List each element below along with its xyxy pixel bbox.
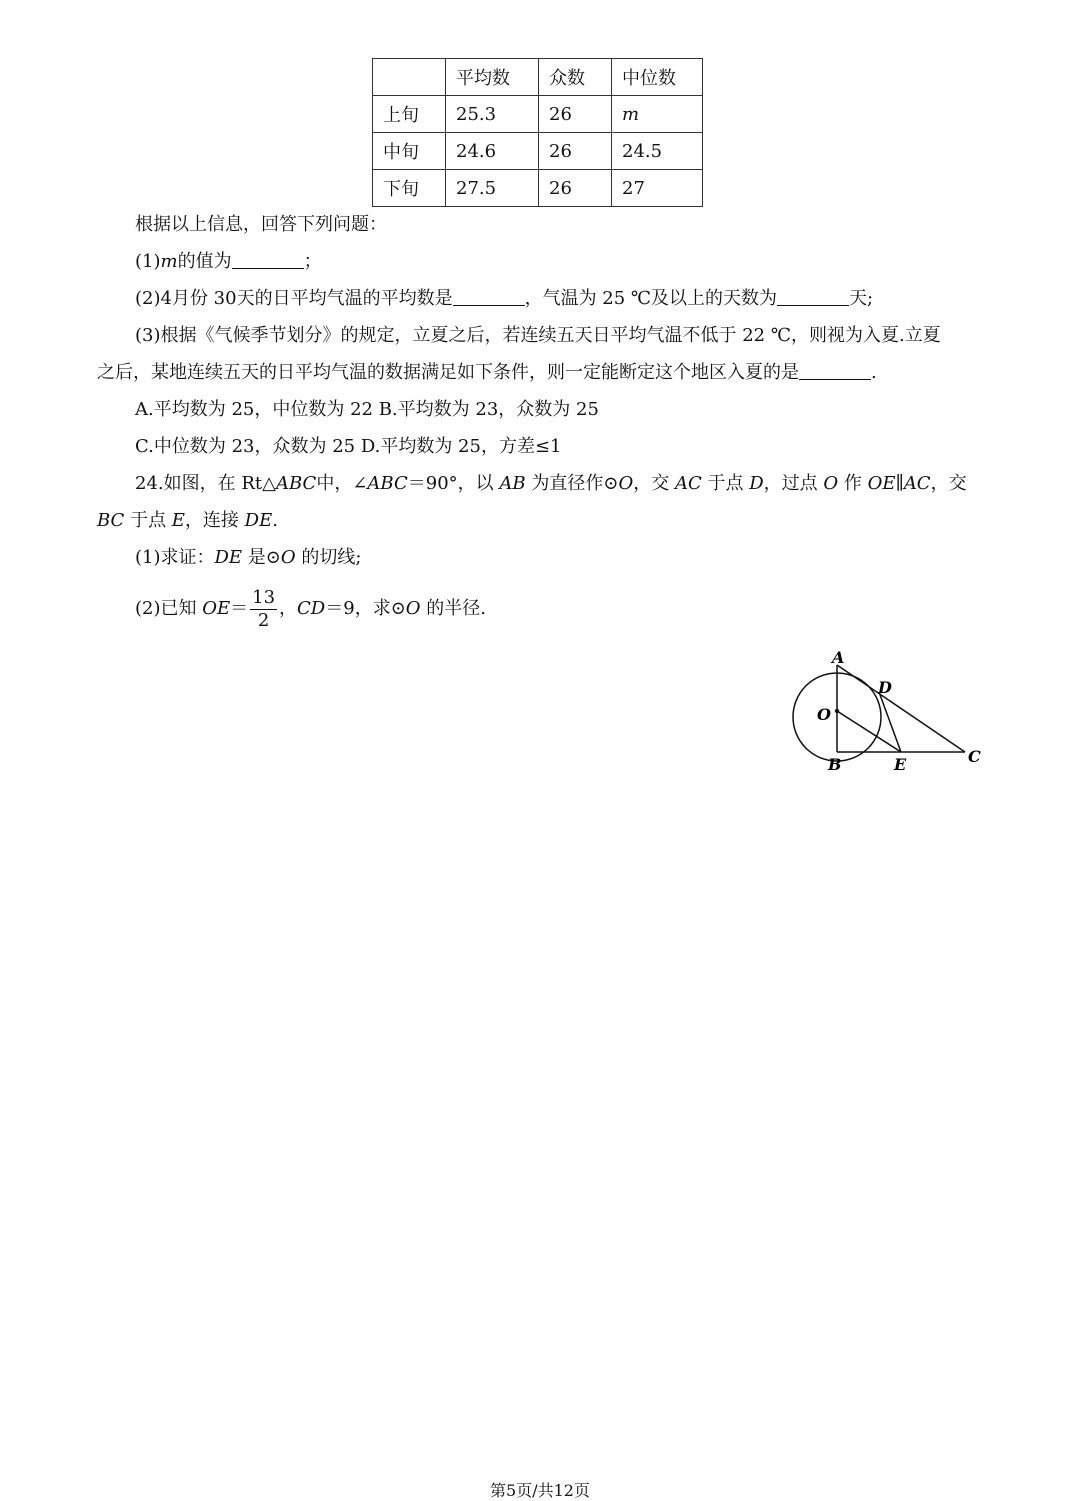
q-var: OE (202, 598, 231, 619)
q-text: ； (303, 251, 322, 272)
q-var: O (405, 598, 421, 619)
q-text: ∥ (895, 473, 904, 494)
q-text: (1) (135, 251, 161, 272)
q-text: ＝90°，以 (407, 473, 500, 494)
q-var: AC (903, 473, 931, 494)
q-text: ，交 (633, 473, 675, 494)
page-footer: 第5页/共12页 (490, 1481, 590, 1500)
table-cell: 27.5 (446, 170, 539, 207)
q-var: OE (867, 473, 896, 494)
table-cell: 24.5 (612, 133, 703, 170)
q-text: . (871, 362, 877, 383)
q-text: (2)已知 (135, 598, 203, 619)
q-text: ，交 (930, 473, 967, 494)
options-ab: A.平均数为 25，中位数为 22 B.平均数为 23，众数为 25 (135, 399, 599, 420)
q-text: (2)4月份 30天的日平均气温的平均数是 (135, 288, 453, 309)
q-text: 于点 (124, 510, 172, 531)
answer-blank (799, 361, 871, 380)
label-d: D (878, 678, 892, 697)
intro-text: 根据以上信息，回答下列问题： (135, 214, 387, 235)
question-24-line2 (97, 509, 278, 533)
q-var: O (618, 473, 634, 494)
segment-oe (837, 711, 901, 752)
table-cell: 26 (539, 96, 612, 133)
table-cell (373, 59, 446, 96)
q-var: O (823, 473, 839, 494)
q-var: DE (214, 547, 243, 568)
table-cell: 27 (612, 170, 703, 207)
table-cell: 众数 (539, 59, 612, 96)
question-2 (135, 287, 873, 311)
q-text: ＝9，求⊙ (325, 598, 406, 619)
table-cell: 平均数 (446, 59, 539, 96)
q-text: ，气温为 25 ℃及以上的天数为 (524, 288, 778, 309)
q-var: E (171, 510, 185, 531)
question-1 (135, 250, 322, 274)
fraction-numerator: 13 (252, 586, 276, 608)
q-text: ， (279, 598, 298, 619)
geometry-figure (785, 645, 990, 780)
label-c: C (968, 747, 981, 766)
label-o: O (817, 705, 831, 724)
q-text: ，过点 (763, 473, 824, 494)
options-cd: C.中位数为 23，众数为 25 D.平均数为 25，方差≤1 (135, 436, 562, 457)
stats-table (372, 58, 703, 207)
q-var: O (280, 547, 296, 568)
q-text: . (272, 510, 278, 531)
q-text: 的值为 (177, 251, 232, 272)
answer-blank (777, 287, 849, 306)
question-24-line1 (135, 472, 967, 496)
question-24-part1 (135, 546, 361, 570)
table-cell: 中位数 (612, 59, 703, 96)
table-cell: m (612, 96, 703, 133)
label-a: A (832, 648, 845, 667)
label-b: B (828, 755, 842, 774)
q-var: ABC (275, 473, 317, 494)
q-text: ＝ (230, 598, 249, 619)
q-text: (1)求证： (135, 547, 215, 568)
q-text: ，连接 (184, 510, 245, 531)
center-point (835, 709, 839, 713)
label-e: E (894, 755, 907, 774)
q-var: BC (97, 510, 125, 531)
table-row (373, 133, 703, 170)
table-cell: 上旬 (373, 96, 446, 133)
table-row (373, 96, 703, 133)
q-text: 为直径作⊙ (525, 473, 619, 494)
q-var: AC (674, 473, 702, 494)
q-text: 之后，某地连续五天的日平均气温的数据满足如下条件，则一定能断定这个地区入夏的是 (97, 362, 799, 383)
table-cell: 下旬 (373, 170, 446, 207)
question-24-part2 (135, 586, 486, 632)
segment-ac (837, 665, 965, 752)
q-var: CD (297, 598, 326, 619)
q-var: ABC (367, 473, 408, 494)
q-text: 是⊙ (242, 547, 281, 568)
table-cell: 25.3 (446, 96, 539, 133)
q-text: 作 (838, 473, 868, 494)
fraction (250, 587, 277, 632)
table-cell: 26 (539, 170, 612, 207)
q-var: AB (499, 473, 526, 494)
table-cell: 中旬 (373, 133, 446, 170)
table-cell: 26 (539, 133, 612, 170)
q-text: 天; (849, 288, 874, 309)
q-text: 中，∠ (316, 473, 368, 494)
question-3-line2 (97, 361, 877, 385)
answer-blank (232, 250, 304, 269)
table-header-row (373, 59, 703, 96)
q-text: 的切线; (295, 547, 362, 568)
q-var: m (160, 251, 178, 272)
fraction-denominator: 2 (257, 609, 270, 631)
q-var: DE (244, 510, 273, 531)
q-var: D (749, 473, 764, 494)
q-text: 于点 (701, 473, 750, 494)
q-text: 的半径. (420, 598, 487, 619)
answer-blank (453, 287, 525, 306)
question-3-line1: (3)根据《气候季节划分》的规定，立夏之后，若连续五天日平均气温不低于 22 ℃，则视为入夏.立夏 (135, 325, 941, 346)
table-cell: 24.6 (446, 133, 539, 170)
q-text: 24.如图，在 Rt△ (135, 473, 276, 494)
table-row (373, 170, 703, 207)
